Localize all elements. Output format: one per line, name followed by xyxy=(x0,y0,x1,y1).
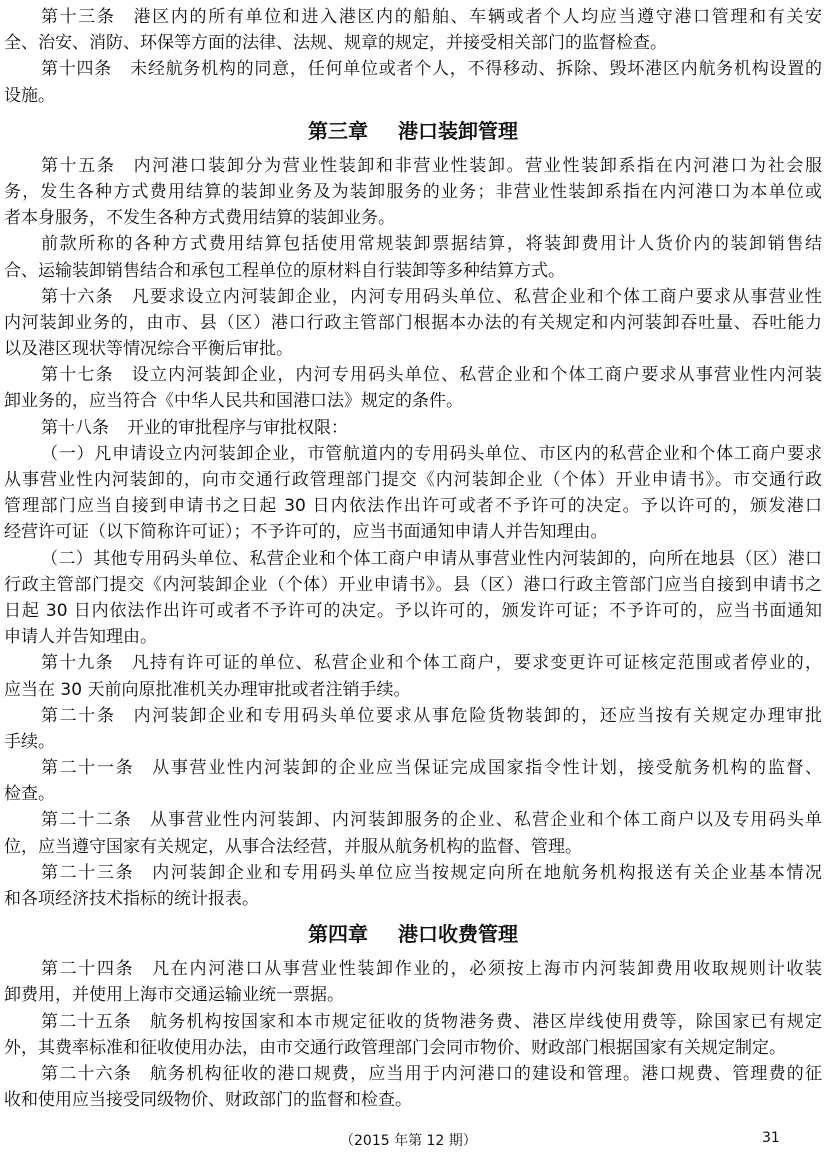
text-line xyxy=(4,729,822,755)
line-text: 从事营业性内河装卸的，向市交通行政管理部门提交《内河装卸企业（个体）开业申请书》。市交通行政 xyxy=(4,470,822,490)
article-label: 第二十一条 xyxy=(41,758,135,779)
text-line xyxy=(4,546,822,572)
article-paragraph xyxy=(4,4,822,56)
article-label: 第二十四条 xyxy=(41,959,135,980)
article-label: 第十四条 xyxy=(41,59,113,80)
line-text: 卸费用，并使用上海市交通运输业统一票据。 xyxy=(4,985,344,1006)
text-line xyxy=(4,4,822,30)
page-footer xyxy=(0,1130,827,1152)
line-text: 内河装卸企业和专用码头单位要求从事危险货物装卸的，还应当按有关规定办理审批 xyxy=(133,705,822,726)
text-line xyxy=(4,1035,822,1061)
article-paragraph xyxy=(4,1009,822,1061)
text-line xyxy=(4,1061,822,1087)
article-label: 第十六条 xyxy=(41,286,114,307)
text-line xyxy=(4,231,822,257)
article-label: 第二十五条 xyxy=(41,1011,132,1032)
line-text: 手续。 xyxy=(4,731,55,752)
text-line xyxy=(4,30,822,56)
text-line xyxy=(4,441,822,467)
article-label: 第二十条 xyxy=(41,705,116,726)
line-text: 收和使用应当接受同级物价、财政部门的监督和检查。 xyxy=(4,1090,412,1111)
line-text: 凡在内河港口从事营业性装卸作业的，必须按上海市内河装卸费用收取规则计收装 xyxy=(152,959,822,980)
article-paragraph xyxy=(4,284,822,363)
line-text: 凡要求设立内河装卸企业，内河专用码头单位、私营企业和个体工商户要求从事营业性 xyxy=(131,286,822,307)
article-paragraph xyxy=(4,415,822,441)
article-label: 第十七条 xyxy=(41,365,114,386)
article-paragraph xyxy=(4,441,822,546)
line-text: 前款所称的各种方式费用结算包括使用常规装卸票据结算，将装卸费用计人货价内的装卸销售结 xyxy=(41,234,822,255)
line-text: 内河港口装卸分为营业性装卸和非营业性装卸。营业性装卸系指在内河港口为社会服 xyxy=(133,155,822,176)
line-text: 外，其费率标准和征收使用办法，由市交通行政管理部门会同市物价、财政部门根据国家有关规定制定。 xyxy=(4,1037,786,1058)
line-text: 合、运输装卸销售结合和承包工程单位的原材料自行装卸等多种结算方式。 xyxy=(4,260,565,281)
text-line xyxy=(4,860,822,886)
line-text: 行政主管部门提交《内河装卸企业（个体）开业申请书》。县（区）港口行政主管部门应当自接到申请书之 xyxy=(4,574,822,595)
line-text: 应当在 30 天前向原批准机关办理审批或者注销手续。 xyxy=(4,679,411,700)
line-text: 卸业务的，应当符合《中华人民共和国港口法》规定的条件。 xyxy=(4,391,463,412)
line-text: 设立内河装卸企业，内河专用码头单位、私营企业和个体工商户要求从事营业性内河装 xyxy=(131,365,822,386)
article-paragraph xyxy=(4,362,822,414)
text-line xyxy=(4,1009,822,1035)
text-line xyxy=(4,153,822,179)
text-line xyxy=(4,956,822,982)
text-line xyxy=(4,598,822,624)
article-paragraph xyxy=(4,650,822,702)
article-label: 第十九条 xyxy=(41,653,114,674)
page-number: 31 xyxy=(762,1130,780,1146)
text-line xyxy=(4,834,822,860)
text-line xyxy=(4,493,822,519)
article-paragraph xyxy=(4,860,822,912)
text-line xyxy=(4,1087,822,1113)
text-line xyxy=(4,572,822,598)
text-line xyxy=(4,755,822,781)
line-text: 管理部门应当自接到申请书之日起 30 日内依法作出许可或者不予许可的决定。予以许可的，颁发港口 xyxy=(4,496,822,517)
chapter-number: 第四章 xyxy=(308,922,368,947)
text-line xyxy=(4,886,822,912)
line-text: （一）凡申请设立内河装卸企业，市管航道内的专用码头单位、市区内的私营企业和个体工商户要求 xyxy=(41,443,822,464)
chapter-heading xyxy=(4,912,822,952)
article-label: 第二十六条 xyxy=(41,1063,132,1084)
article-paragraph xyxy=(4,956,822,1008)
chapter-heading xyxy=(4,109,822,149)
line-text: 经营许可证（以下简称许可证）；不予许可的，应当书面通知申请人并告知理由。 xyxy=(4,522,608,543)
text-line xyxy=(4,677,822,703)
article-label: 第十八条 xyxy=(41,417,109,438)
line-text: 检查。 xyxy=(4,784,55,805)
line-text: 位，应当遵守国家有关规定，从事合法经营，并服从航务机构的监督、管理。 xyxy=(4,836,582,857)
text-line xyxy=(4,415,822,441)
article-paragraph xyxy=(4,546,822,651)
line-text: 凡持有许可证的单位、私营企业和个体工商户，要求变更许可证核定范围或者停业的， xyxy=(131,653,822,674)
line-text: 航务机构按国家和本市规定征收的货物港务费、港区岸线使用费等，除国家已有规定 xyxy=(149,1011,822,1032)
line-text: 航务机构征收的港口规费，应当用于内河港口的建设和管理。港口规费、管理费的征 xyxy=(149,1063,822,1084)
text-line xyxy=(4,179,822,205)
text-line xyxy=(4,703,822,729)
line-text: 从事营业性内河装卸、内河装卸服务的企业、私营企业和个体工商户以及专用码头单 xyxy=(149,810,822,831)
line-text: 港区内的所有单位和进入港区内的船舶、车辆或者个人均应当遵守港口管理和有关安 xyxy=(133,7,822,27)
article-paragraph xyxy=(4,231,822,283)
line-text: 从事营业性内河装卸的企业应当保证完成国家指令性计划，接受航务机构的监督、 xyxy=(152,758,822,779)
article-label: 第二十三条 xyxy=(41,862,135,883)
text-line xyxy=(4,467,822,493)
article-paragraph xyxy=(4,56,822,108)
text-line xyxy=(4,807,822,833)
line-text: 以及港区现状等情况综合平衡后审批。 xyxy=(4,339,293,360)
line-text: 者本身服务，不发生各种方式费用结算的装卸业务。 xyxy=(4,208,395,229)
issue-label: （2015 年第 12 期） xyxy=(340,1133,477,1149)
line-text: 和各项经济技术指标的统计报表。 xyxy=(4,889,259,909)
line-text: 日起 30 日内依法作出许可或者不予许可的决定。予以许可的，颁发许可证；不予许可的，应当书面通知 xyxy=(4,600,822,621)
article-paragraph xyxy=(4,755,822,807)
text-line xyxy=(4,624,822,650)
chapter-number: 第三章 xyxy=(308,118,368,143)
line-text: 务，发生各种方式费用结算的装卸业务及为装卸服务的业务；非营业性装卸系指在内河港口为本单位或 xyxy=(4,181,822,202)
line-text: 申请人并告知理由。 xyxy=(4,627,157,648)
article-paragraph xyxy=(4,807,822,859)
line-text: 内河装卸业务的，由市、县（区）港口行政主管部门根据本办法的有关规定和内河装卸吞吐量、吞吐能力 xyxy=(4,312,822,333)
text-line xyxy=(4,284,822,310)
text-line xyxy=(4,519,822,545)
text-line xyxy=(4,650,822,676)
line-text: 未经航务机构的同意，任何单位或者个人，不得移动、拆除、毁坏港区内航务机构设置的 xyxy=(130,59,822,80)
text-line xyxy=(4,362,822,388)
text-line xyxy=(4,336,822,362)
text-line xyxy=(4,258,822,284)
line-text: 设施。 xyxy=(4,85,55,106)
article-label: 第二十二条 xyxy=(41,810,132,831)
line-text: 全、治安、消防、环保等方面的法律、法规、规章的规定，并接受相关部门的监督检查。 xyxy=(4,33,667,54)
article-paragraph xyxy=(4,703,822,755)
text-line xyxy=(4,781,822,807)
text-line xyxy=(4,310,822,336)
line-text: 开业的审批程序与审批权限： xyxy=(127,417,348,438)
text-line xyxy=(4,205,822,231)
text-line xyxy=(4,388,822,414)
chapter-title: 港口装卸管理 xyxy=(398,118,518,143)
document-page xyxy=(4,4,822,1113)
text-line xyxy=(4,56,822,82)
article-label: 第十五条 xyxy=(41,155,116,176)
article-label: 第十三条 xyxy=(41,7,116,27)
article-paragraph xyxy=(4,153,822,232)
article-paragraph xyxy=(4,1061,822,1113)
line-text: （二）其他专用码头单位、私营企业和个体工商户申请从事营业性内河装卸的，向所在地县（区）港口 xyxy=(41,548,822,569)
chapter-title: 港口收费管理 xyxy=(398,922,518,947)
line-text: 内河装卸企业和专用码头单位应当按规定向所在地航务机构报送有关企业基本情况 xyxy=(152,862,822,883)
text-line xyxy=(4,83,822,109)
text-line xyxy=(4,982,822,1008)
